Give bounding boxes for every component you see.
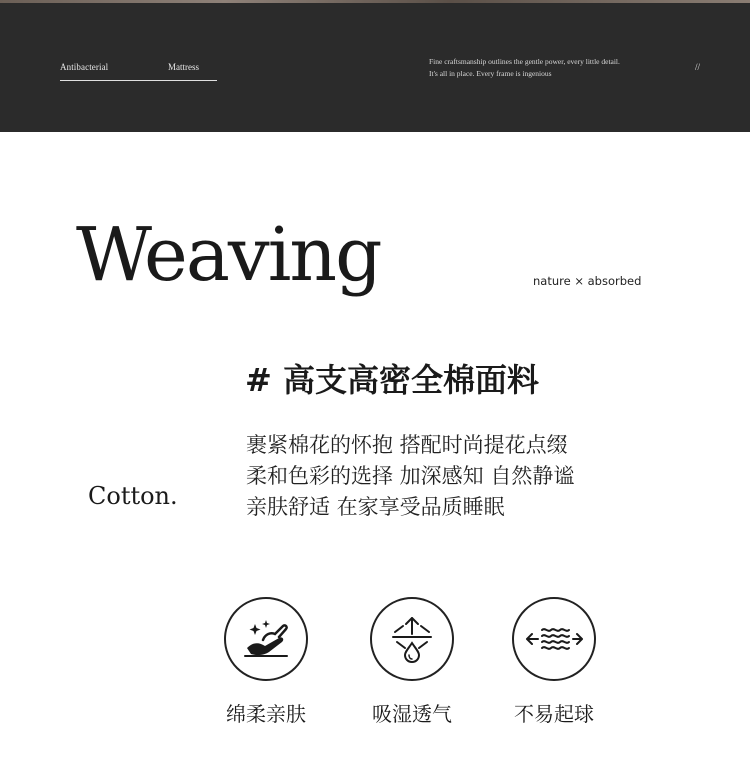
- feature-breathable: [362, 597, 462, 727]
- top-banner: [0, 0, 750, 132]
- description-line-2: 柔和色彩的选择 加深感知 自然静谧: [246, 464, 575, 488]
- feature-circle: [512, 597, 596, 681]
- feature-circle: [224, 597, 308, 681]
- banner-description-line-2: It's all in place. Every frame is ingenious: [429, 69, 552, 78]
- cotton-word: Cotton.: [88, 482, 178, 510]
- tag-underline-divider: [60, 80, 217, 81]
- description-line-1: 裹紧棉花的怀抱 搭配时尚提花点缀: [246, 433, 568, 457]
- hero-subtitle: nature × absorbed: [533, 274, 642, 288]
- tag-mattress: Mattress: [168, 62, 199, 72]
- section-heading: # 高支高密全棉面料: [245, 361, 539, 399]
- tag-antibacterial: Antibacterial: [60, 62, 109, 72]
- banner-slash-mark: //: [695, 62, 701, 72]
- feature-soft-skin: [216, 597, 316, 727]
- description-line-3: 亲肤舒适 在家享受品质睡眠: [246, 495, 505, 519]
- feature-label: 不易起球: [514, 702, 594, 726]
- banner-photo-strip: [0, 0, 750, 3]
- feature-circle: [370, 597, 454, 681]
- banner-description: [429, 56, 669, 80]
- hero-title: Weaving: [76, 212, 381, 298]
- section-description: [246, 430, 574, 523]
- feature-anti-pilling: [504, 597, 604, 727]
- banner-description-line-1: Fine craftsmanship outlines the gentle power, every little detail.: [429, 57, 620, 66]
- water-drop-arrows-icon: [385, 612, 439, 666]
- wave-arrows-icon: [524, 612, 584, 666]
- feature-label: 吸湿透气: [372, 702, 452, 726]
- hand-sparkle-icon: [239, 612, 293, 666]
- feature-label: 绵柔亲肤: [226, 702, 306, 726]
